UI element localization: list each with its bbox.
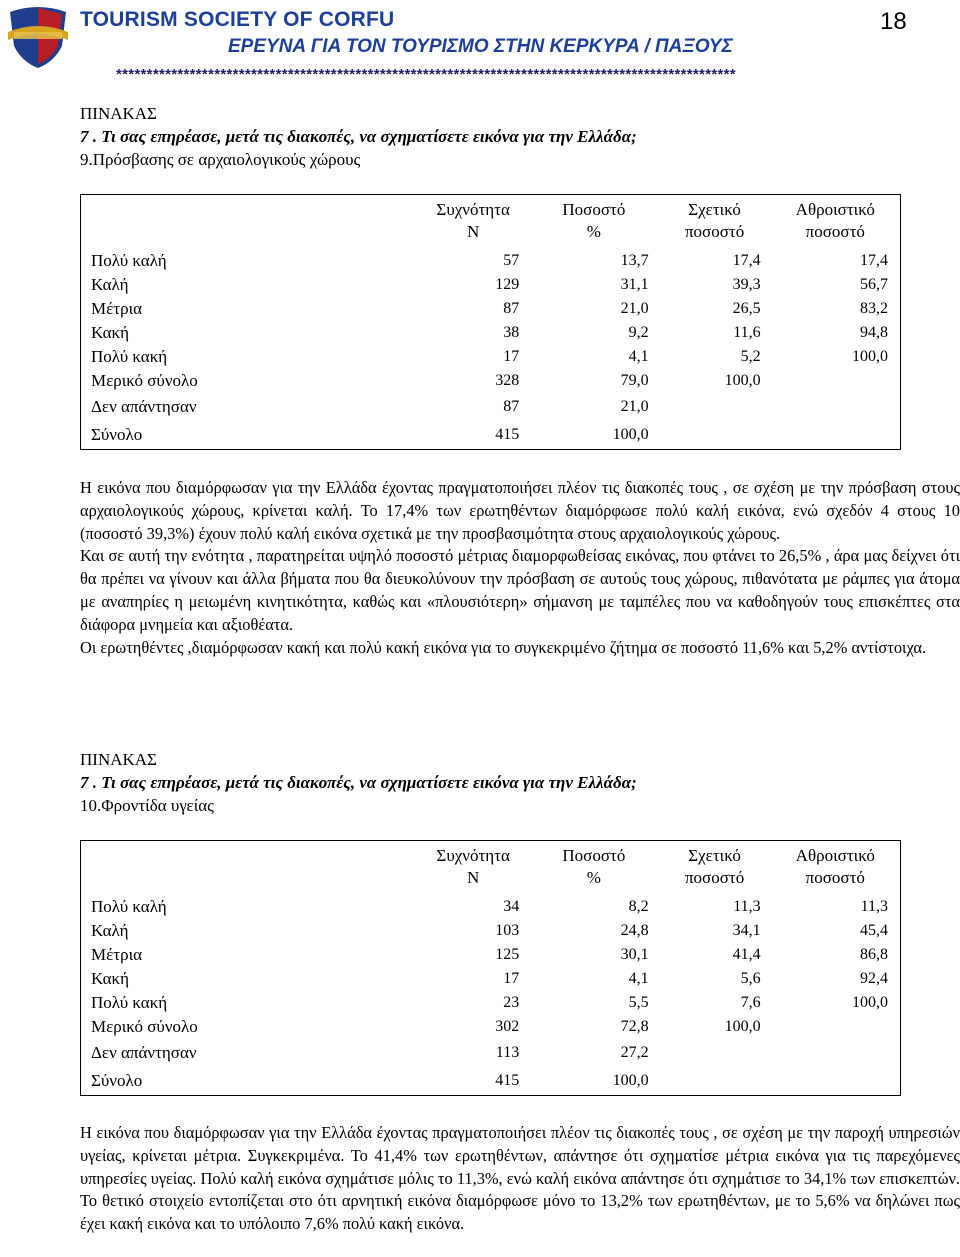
cell-frequency: 415 (495, 1072, 520, 1089)
row-label: Καλή (91, 275, 129, 294)
cell-percent: 72,8 (620, 1018, 649, 1035)
header-relative: Σχετικό ποσοστό (684, 846, 745, 887)
header-cumulative: Αθροιστικό ποσοστό (795, 200, 875, 241)
row-label: Δεν απάντησαν (91, 397, 197, 416)
table-row (81, 345, 901, 369)
page-number: 18 (880, 8, 907, 35)
cell-percent: 31,1 (620, 276, 649, 293)
report-subtitle: ΕΡΕΥΝΑ ΓΙΑ ΤΟΝ ΤΟΥΡΙΣΜΟ ΣΤΗΝ ΚΕΡΚΥΡΑ / ΠΑΞΟΥΣ (228, 36, 733, 57)
cell-percent: 27,2 (620, 1044, 649, 1061)
header-relative: Σχετικό ποσοστό (684, 200, 745, 241)
cell-cumulative (771, 369, 901, 393)
cell-cumulative: 45,4 (860, 922, 888, 939)
cell-percent: 24,8 (620, 922, 649, 939)
paragraph: Η εικόνα που διαμόρφωσαν για την Ελλάδα έχοντας πραγματοποιήσει πλέον τις διακοπές τους , σε σχέση με την παροχή υπηρεσιών υγείας, κρίνεται μέτρια. Συγκεκριμένα. Το 41,4% των ερωτηθέντων, απάντησε ότι σχηματίσε μέτρια εικόνα για τις παρεχόμενες υπηρεσίες υγείας. Πολύ καλή εικόνα σχημάτισε μόλις το 11,3%, ενώ καλή εικόνα απάντησε ότι σχημάτισε το 34,1% των επισκεπτών. Το θετικό στοιχείο εντοπίζεται στο ότι αρνητική εικόνα διαμόρφωσε μόνο το 13,2% των ερωτηθέντων, με το 5,6% να δηλώνει πως έχει κακή εικόνα και το υπόλοιπο 7,6% πολύ κακή εικόνα. (80, 1123, 960, 1234)
cell-cumulative (771, 393, 901, 421)
table-row (81, 369, 901, 393)
cell-relative: 17,4 (732, 252, 761, 269)
frequency-table-2 (80, 840, 901, 1096)
row-label: Πολύ καλή (91, 897, 167, 916)
cell-frequency: 103 (495, 922, 520, 939)
cell-frequency: 113 (495, 1044, 520, 1061)
cell-cumulative (771, 1039, 901, 1067)
cell-percent: 30,1 (620, 946, 649, 963)
cell-percent: 21,0 (620, 398, 649, 415)
table-row (81, 249, 901, 273)
row-label: Πολύ καλή (91, 251, 167, 270)
cell-cumulative (771, 1067, 901, 1096)
cell-cumulative: 100,0 (852, 994, 888, 1011)
cell-cumulative: 86,8 (860, 946, 888, 963)
paragraph: Και σε αυτή την ενότητα , παρατηρείται υψηλό ποσοστό μέτριας διαμορφωθείσας εικόνας, που φτάνει το 26,5% , άρα μας δείχνει ότι θα πρέπει να γίνουν και άλλα βήματα που θα διευκολύνουν την πρόσβαση σε αυτούς τους χώρους, πιθανότατα με ράμπες για άτομα με αναπηρίες η μειωμένη κινητικότητα, καθώς και «πλουσιότερη» σήμανση με ταμπέλες που να καθοδηγούν τους επισκέπτες στα διάφορα μνημεία και αξιοθέατα. (80, 546, 960, 634)
table2-caption (80, 748, 960, 817)
cell-percent: 4,1 (628, 970, 649, 987)
header-cumulative: Αθροιστικό ποσοστό (795, 846, 875, 887)
row-label: Κακή (91, 969, 130, 988)
cell-percent: 100,0 (612, 1072, 649, 1089)
table-row (81, 321, 901, 345)
cell-frequency: 328 (495, 372, 520, 389)
cell-frequency: 17 (503, 348, 520, 365)
table1-question: 7 . Τι σας επηρέασε, μετά τις διακοπές, να σχηματίσετε εικόνα για την Ελλάδα; (80, 127, 637, 146)
table-row (81, 895, 901, 919)
table-header-row (81, 195, 901, 250)
cell-cumulative (771, 421, 901, 450)
table-row (81, 943, 901, 967)
analysis-text-1 (80, 477, 960, 659)
cell-cumulative: 17,4 (860, 252, 888, 269)
table-header-row (81, 841, 901, 896)
cell-relative: 34,1 (732, 922, 761, 939)
row-label: Σύνολο (91, 1071, 143, 1090)
cell-frequency: 129 (495, 276, 520, 293)
cell-frequency: 23 (503, 994, 520, 1011)
table-row (81, 991, 901, 1015)
header-empty (81, 841, 418, 896)
cell-frequency: 17 (503, 970, 520, 987)
cell-relative (659, 421, 771, 450)
page-header (0, 0, 960, 90)
paragraph: Οι ερωτηθέντες ,διαμόρφωσαν κακή και πολύ κακή εικόνα για το συγκεκριμένο ζήτημα σε ποσοστό 11,6% και 5,2% αντίστοιχα. (80, 637, 927, 657)
cell-frequency: 415 (495, 426, 520, 443)
table-row (81, 1015, 901, 1039)
row-label: Πολύ κακή (91, 347, 168, 366)
header-frequency: Συχνότητα N (436, 846, 510, 887)
cell-relative: 11,6 (733, 324, 761, 341)
cell-relative: 26,5 (732, 300, 761, 317)
cell-relative (659, 1039, 771, 1067)
cell-relative: 100,0 (724, 372, 761, 389)
cell-relative: 5,2 (740, 348, 761, 365)
cell-percent: 100,0 (612, 426, 649, 443)
cell-relative: 39,3 (732, 276, 761, 293)
cell-cumulative: 56,7 (860, 276, 888, 293)
row-label: Μερικό σύνολο (91, 371, 198, 390)
header-empty (81, 195, 418, 250)
row-label: Μέτρια (91, 945, 143, 964)
row-label: Δεν απάντησαν (91, 1043, 197, 1062)
cell-cumulative: 11,3 (860, 898, 888, 915)
table-row (81, 421, 901, 450)
table1-label: ΠΙΝΑΚΑΣ (80, 104, 157, 123)
cell-cumulative: 83,2 (860, 300, 888, 317)
table1-subquestion: 9.Πρόσβασης σε αρχαιολογικούς χώρους (80, 150, 361, 169)
cell-frequency: 302 (495, 1018, 520, 1035)
cell-cumulative (771, 1015, 901, 1039)
cell-relative: 11,3 (733, 898, 761, 915)
cell-percent: 5,5 (628, 994, 649, 1011)
analysis-text-2 (80, 1122, 960, 1236)
cell-relative: 7,6 (740, 994, 761, 1011)
row-label: Πολύ κακή (91, 993, 168, 1012)
header-separator: ***************************************************************************************************** (116, 66, 736, 83)
cell-frequency: 87 (503, 300, 520, 317)
cell-relative: 41,4 (732, 946, 761, 963)
row-label: Μέτρια (91, 299, 143, 318)
cell-percent: 8,2 (628, 898, 649, 915)
tourism-society-logo-icon (4, 2, 72, 70)
header-frequency: Συχνότητα N (436, 200, 510, 241)
cell-relative (659, 1067, 771, 1096)
cell-frequency: 125 (495, 946, 520, 963)
organization-name: TOURISM SOCIETY OF CORFU (80, 8, 395, 31)
paragraph: Η εικόνα που διαμόρφωσαν για την Ελλάδα έχοντας πραγματοποιήσει πλέον τις διακοπές τους , σε σχέση με την πρόσβαση στους αρχαιολογικούς χώρους, κρίνεται καλή. Το 17,4% των ερωτηθέντων διαμόρφωσε πολύ καλή εικόνα, ενώ σχεδόν 4 στους 10 (ποσοστό 39,3%) έχουν πολύ καλή εικόνα σχετικά με την προσβασιμότητα στους αρχαιολογικούς χώρους. (80, 478, 960, 543)
table2-subquestion: 10.Φροντίδα υγείας (80, 796, 214, 815)
cell-frequency: 38 (503, 324, 520, 341)
frequency-table-1 (80, 194, 901, 450)
row-label: Μερικό σύνολο (91, 1017, 198, 1036)
cell-cumulative: 94,8 (860, 324, 888, 341)
table2-question: 7 . Τι σας επηρέασε, μετά τις διακοπές, να σχηματίσετε εικόνα για την Ελλάδα; (80, 773, 637, 792)
cell-percent: 21,0 (620, 300, 649, 317)
table-row (81, 1067, 901, 1096)
cell-relative (659, 393, 771, 421)
cell-percent: 13,7 (620, 252, 649, 269)
cell-relative: 100,0 (724, 1018, 761, 1035)
table-row (81, 273, 901, 297)
cell-relative: 5,6 (740, 970, 761, 987)
cell-cumulative: 100,0 (852, 348, 888, 365)
cell-percent: 4,1 (628, 348, 649, 365)
table-row (81, 393, 901, 421)
table2-label: ΠΙΝΑΚΑΣ (80, 750, 157, 769)
cell-percent: 79,0 (620, 372, 649, 389)
table1-caption (80, 102, 960, 171)
cell-percent: 9,2 (628, 324, 649, 341)
header-percent: Ποσοστό % (562, 200, 626, 241)
cell-cumulative: 92,4 (860, 970, 888, 987)
table-row (81, 297, 901, 321)
table-row (81, 1039, 901, 1067)
row-label: Σύνολο (91, 425, 143, 444)
cell-frequency: 87 (503, 398, 520, 415)
header-percent: Ποσοστό % (562, 846, 626, 887)
cell-frequency: 34 (503, 898, 520, 915)
table-row (81, 919, 901, 943)
row-label: Καλή (91, 921, 129, 940)
row-label: Κακή (91, 323, 130, 342)
cell-frequency: 57 (503, 252, 520, 269)
table-row (81, 967, 901, 991)
